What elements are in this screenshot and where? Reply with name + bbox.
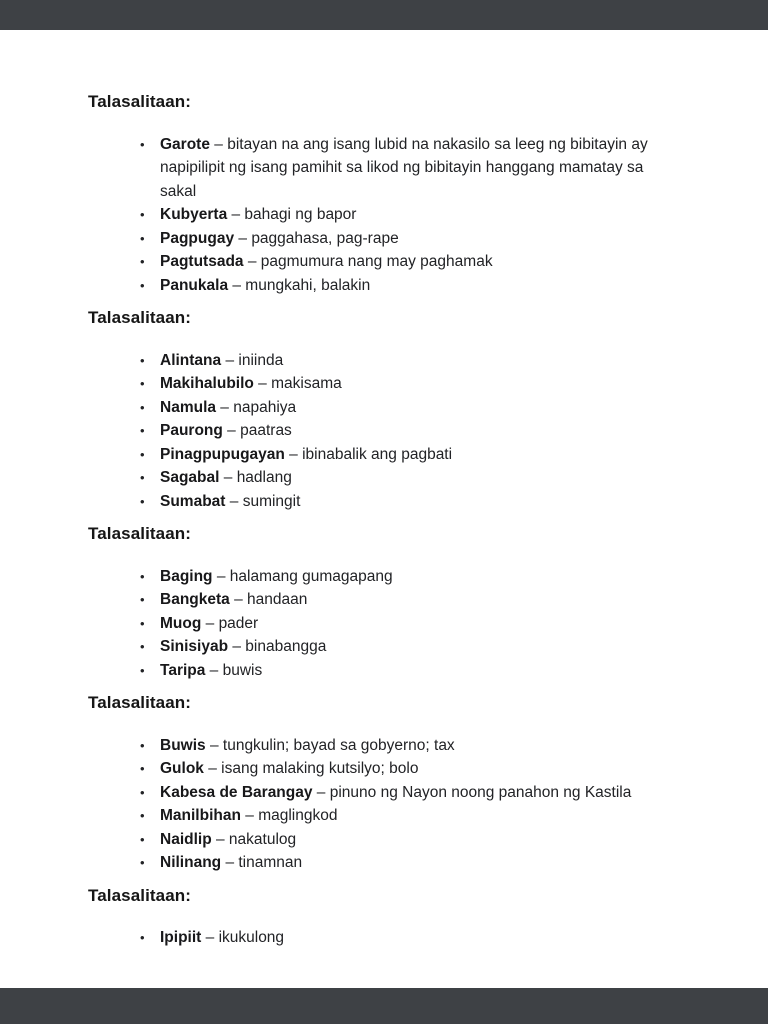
term-separator: – <box>201 614 219 632</box>
vocab-item <box>160 490 682 514</box>
vocab-term: Alintana <box>160 351 222 369</box>
section-heading: Talasalitaan: <box>88 693 192 713</box>
vocab-section <box>88 884 682 950</box>
vocab-definition: ikukulong <box>218 929 285 947</box>
vocab-definition: makisama <box>271 375 342 393</box>
vocab-item <box>160 396 682 420</box>
vocab-item <box>160 659 682 683</box>
term-separator: – <box>221 351 239 369</box>
vocab-term: Makihalubilo <box>160 375 254 393</box>
vocab-definition: pader <box>218 614 259 632</box>
vocab-section <box>88 90 682 297</box>
vocab-term: Muog <box>160 614 202 632</box>
vocab-term: Paurong <box>160 422 223 440</box>
vocab-term: Pagtutsada <box>160 253 244 271</box>
vocab-definition: pinuno ng Nayon noong panahon ng Kastila <box>329 783 632 801</box>
vocab-definition: napahiya <box>233 398 297 416</box>
vocab-list <box>88 133 682 298</box>
vocab-item <box>160 781 682 805</box>
vocab-item <box>160 635 682 659</box>
vocab-definition: paatras <box>240 422 292 440</box>
term-separator: – <box>219 469 237 487</box>
vocab-list <box>88 734 682 875</box>
vocab-definition: nakatulog <box>228 830 297 848</box>
vocab-item <box>160 757 682 781</box>
vocab-term: Ipipiit <box>160 929 202 947</box>
vocab-definition: isang malaking kutsilyo; bolo <box>221 760 419 778</box>
term-separator: – <box>253 375 272 393</box>
term-separator: – <box>209 135 228 153</box>
vocab-item <box>160 227 682 251</box>
vocab-definition: pagmumura nang may paghamak <box>260 253 493 271</box>
vocab-term: Pinagpupugayan <box>160 445 285 463</box>
section-heading: Talasalitaan: <box>88 885 192 905</box>
vocab-term: Pagpugay <box>160 229 235 247</box>
document-page <box>0 30 768 988</box>
vocab-definition: bahagi ng bapor <box>244 206 357 224</box>
vocab-definition: handaan <box>247 591 308 609</box>
vocab-list <box>88 349 682 514</box>
vocab-term: Garote <box>160 135 210 153</box>
vocab-term: Namula <box>160 398 216 416</box>
vocab-term: Taripa <box>160 661 206 679</box>
term-separator: – <box>284 445 303 463</box>
vocab-definition: sumingit <box>242 492 301 510</box>
vocab-term: Sumabat <box>160 492 226 510</box>
vocab-list <box>88 926 682 950</box>
vocab-item <box>160 926 682 950</box>
vocab-term: Baging <box>160 567 213 585</box>
term-separator: – <box>216 398 234 416</box>
vocab-definition: paggahasa, pag-rape <box>251 229 399 247</box>
vocab-list <box>88 565 682 683</box>
term-separator: – <box>222 422 241 440</box>
vocab-item <box>160 565 682 589</box>
vocab-term: Manilbihan <box>160 807 241 825</box>
term-separator: – <box>221 854 239 872</box>
vocab-item <box>160 734 682 758</box>
term-separator: – <box>201 929 219 947</box>
term-separator: – <box>240 807 259 825</box>
vocab-term: Kabesa de Barangay <box>160 783 313 801</box>
term-separator: – <box>243 253 261 271</box>
vocab-item <box>160 419 682 443</box>
vocab-term: Nilinang <box>160 854 222 872</box>
vocab-term: Panukala <box>160 276 229 294</box>
vocab-definition: hadlang <box>236 469 292 487</box>
vocab-definition: bitayan na ang isang lubid na nakasilo sa leeg ng bibitayin ay napipilipit ng isang pamihit sa likod ng bibitayin hanggang mamatay sa sakal <box>160 135 648 200</box>
term-separator: – <box>312 783 330 801</box>
vocab-definition: buwis <box>222 661 263 679</box>
vocab-definition: maglingkod <box>258 807 338 825</box>
vocab-term: Bangketa <box>160 591 230 609</box>
vocab-definition: ibinabalik ang pagbati <box>302 445 453 463</box>
term-separator: – <box>234 229 252 247</box>
vocab-definition: halamang gumagapang <box>229 567 393 585</box>
term-separator: – <box>205 736 223 754</box>
vocab-item <box>160 443 682 467</box>
vocab-term: Naidlip <box>160 830 212 848</box>
vocab-definition: tungkulin; bayad sa gobyerno; tax <box>222 736 455 754</box>
viewer-top-bar <box>0 0 768 30</box>
vocab-term: Sinisiyab <box>160 638 229 656</box>
vocab-item <box>160 612 682 636</box>
term-separator: – <box>229 591 248 609</box>
vocab-item <box>160 851 682 875</box>
vocab-item <box>160 250 682 274</box>
vocab-item <box>160 372 682 396</box>
term-separator: – <box>225 492 243 510</box>
vocab-item <box>160 466 682 490</box>
section-heading: Talasalitaan: <box>88 92 192 111</box>
vocab-section <box>88 522 682 682</box>
vocab-item <box>160 203 682 227</box>
term-separator: – <box>205 661 223 679</box>
vocab-term: Kubyerta <box>160 206 228 224</box>
vocab-definition: iniinda <box>238 351 284 369</box>
term-separator: – <box>212 567 230 585</box>
term-separator: – <box>203 760 222 778</box>
vocab-section <box>88 306 682 513</box>
vocab-item <box>160 349 682 373</box>
vocab-item <box>160 804 682 828</box>
vocab-term: Gulok <box>160 760 204 778</box>
vocab-item <box>160 274 682 298</box>
vocab-section <box>88 691 682 875</box>
vocab-definition: binabangga <box>245 638 327 656</box>
vocab-item <box>160 133 682 204</box>
term-separator: – <box>228 276 246 294</box>
viewer-bottom-bar <box>0 988 768 1024</box>
vocab-item <box>160 588 682 612</box>
vocab-definition: mungkahi, balakin <box>245 276 371 294</box>
vocab-term: Sagabal <box>160 469 220 487</box>
section-heading: Talasalitaan: <box>88 308 192 328</box>
section-heading: Talasalitaan: <box>88 524 192 544</box>
vocab-item <box>160 828 682 852</box>
term-separator: – <box>228 638 246 656</box>
term-separator: – <box>211 830 229 848</box>
vocab-definition: tinamnan <box>238 854 303 872</box>
term-separator: – <box>227 206 245 224</box>
vocab-term: Buwis <box>160 736 206 754</box>
